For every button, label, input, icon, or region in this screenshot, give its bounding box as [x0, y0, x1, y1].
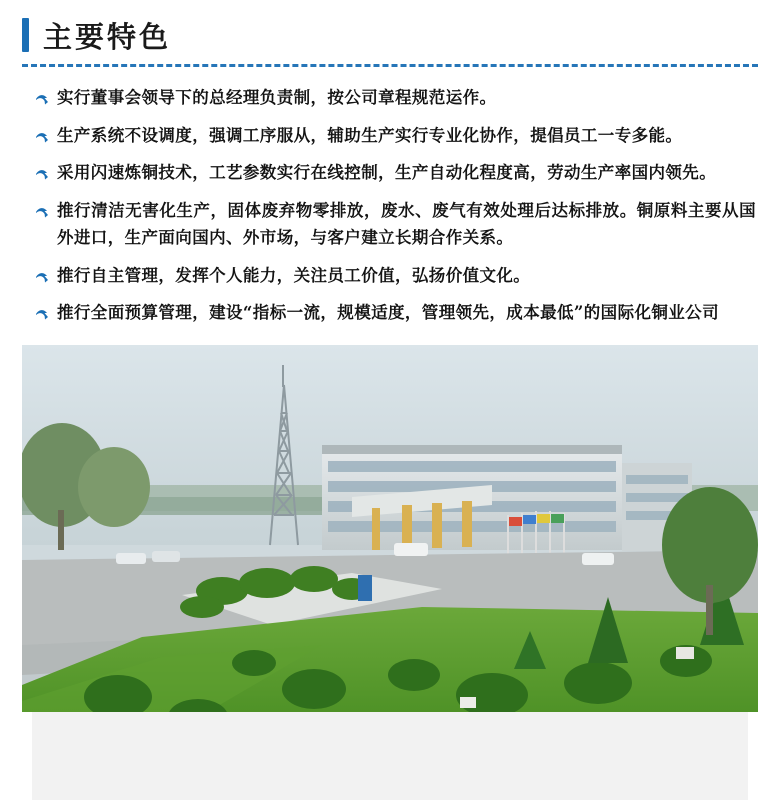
arrow-bullet-icon	[34, 305, 50, 321]
photo-wrapper	[0, 345, 780, 727]
arrow-bullet-icon	[34, 165, 50, 181]
list-item	[34, 198, 756, 251]
feature-list	[0, 85, 780, 327]
list-item	[34, 85, 756, 112]
arrow-bullet-icon	[34, 268, 50, 284]
vertical-bar-icon	[22, 18, 29, 52]
feature-text: 生产系统不设调度，强调工序服从，辅助生产实行专业化协作，提倡员工一专多能。	[57, 125, 683, 145]
feature-text: 推行全面预算管理，建设“指标一流，规模适度，管理领先，成本最低”的国际化铜业公司	[57, 303, 719, 323]
list-item	[34, 123, 756, 150]
list-item	[34, 160, 756, 187]
page-header	[0, 0, 780, 52]
feature-text: 采用闪速炼铜技术，工艺参数实行在线控制，生产自动化程度高，劳动生产率国内领先。	[57, 163, 717, 183]
bottom-band	[0, 712, 780, 800]
list-item	[34, 263, 756, 290]
dashed-divider	[22, 64, 758, 67]
arrow-bullet-icon	[34, 90, 50, 106]
arrow-bullet-icon	[34, 128, 50, 144]
feature-text: 实行董事会领导下的总经理负责制，按公司章程规范运作。	[57, 88, 497, 107]
feature-text: 推行清洁无害化生产，固体废弃物零排放，废水、废气有效处理后达标排放。铜原料主要从国外进口，生产面向国内、外市场，与客户建立长期合作关系。	[57, 201, 756, 247]
list-item	[34, 300, 756, 327]
bottom-band-left-margin	[0, 712, 32, 800]
bottom-band-right-margin	[748, 712, 780, 800]
photo-illustration	[22, 345, 758, 727]
feature-text: 推行自主管理，发挥个人能力，关注员工价值，弘扬价值文化。	[57, 265, 531, 285]
factory-office-building-photo	[22, 345, 758, 727]
page-title: 主要特色	[43, 19, 172, 54]
arrow-bullet-icon	[34, 203, 50, 219]
